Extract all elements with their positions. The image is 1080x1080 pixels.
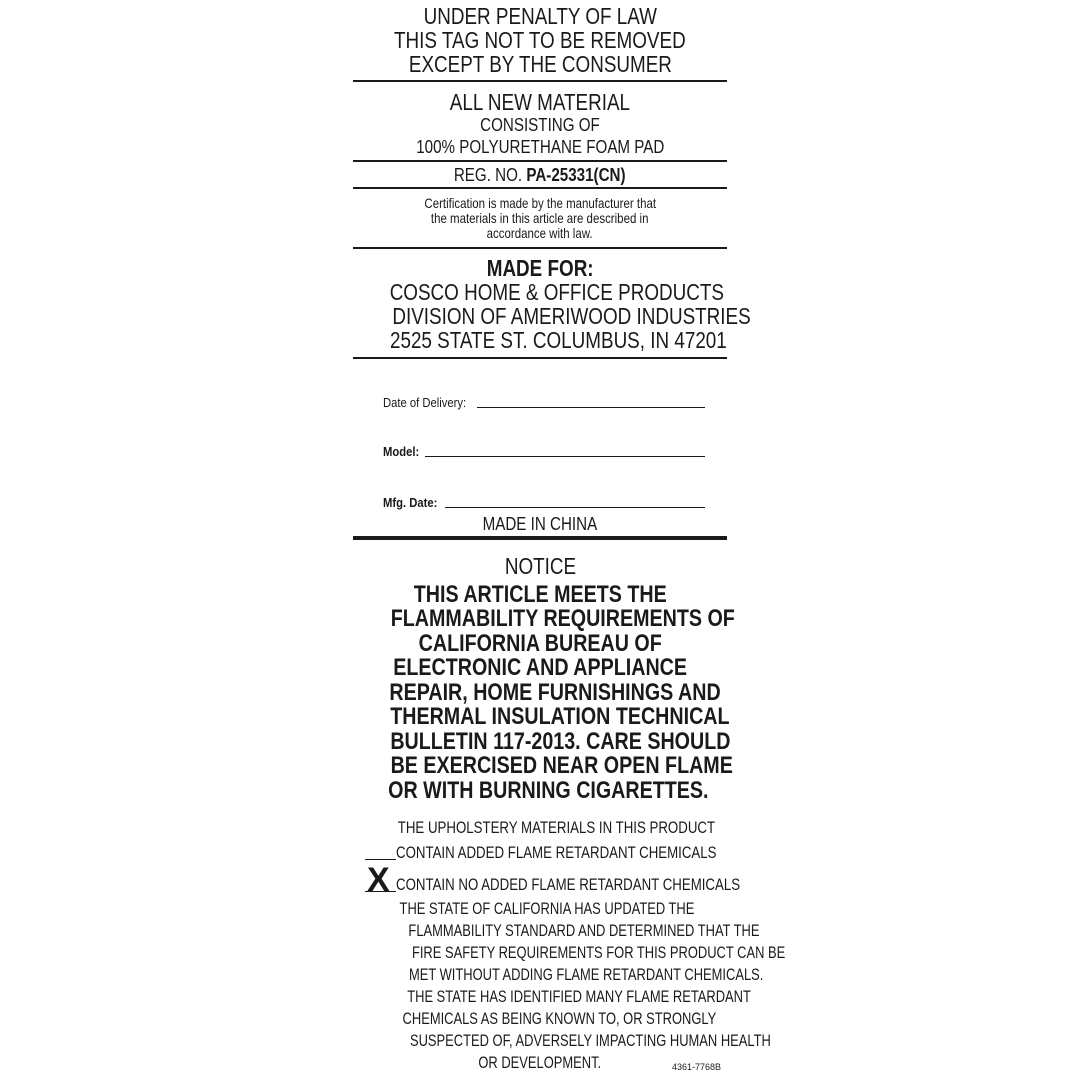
notice-line: THIS ARTICLE MEETS THE	[413, 581, 667, 608]
header-line: UNDER PENALTY OF LAW	[423, 3, 657, 29]
notice-line: BE EXERCISED NEAR OPEN FLAME	[390, 752, 733, 779]
form-code: 4361-7768B	[671, 1062, 721, 1072]
mfg-date-line[interactable]	[445, 507, 705, 508]
delivery-date-line[interactable]	[477, 407, 705, 408]
delivery-date-field[interactable]	[383, 390, 705, 410]
disclosure-line: FIRE SAFETY REQUIREMENTS FOR THIS PRODUCT CAN BE	[411, 943, 786, 962]
notice-line: BULLETIN 117-2013. CARE SHOULD	[390, 728, 731, 755]
divider	[353, 160, 727, 162]
country-of-origin: MADE IN CHINA	[482, 513, 598, 534]
notice-title: NOTICE	[504, 553, 576, 579]
thick-divider	[353, 536, 727, 540]
divider	[353, 80, 727, 82]
option-no-added-chemicals[interactable]	[365, 861, 837, 899]
notice-line: ELECTRONIC AND APPLIANCE	[393, 654, 687, 681]
notice-line: THERMAL INSULATION TECHNICAL	[390, 703, 730, 730]
disclosure-line: FLAMMABILITY STANDARD AND DETERMINED THAT THE	[408, 921, 760, 940]
certification-line: the materials in this article are described in	[431, 210, 649, 226]
model-line[interactable]	[425, 456, 705, 457]
disclosure-line: OR DEVELOPMENT.	[478, 1053, 602, 1072]
notice-line: REPAIR, HOME FURNISHINGS AND	[389, 679, 721, 706]
notice-line: FLAMMABILITY REQUIREMENTS OF	[390, 605, 735, 632]
header-line: THIS TAG NOT TO BE REMOVED	[394, 27, 686, 53]
made-for-line: DIVISION OF AMERIWOOD INDUSTRIES	[392, 303, 751, 329]
made-for-line: 2525 STATE ST. COLUMBUS, IN 47201	[389, 327, 727, 353]
law-tag	[353, 0, 786, 1080]
model-label: Model:	[383, 445, 420, 459]
option-added-label: CONTAIN ADDED FLAME RETARDANT CHEMICALS	[396, 843, 717, 862]
disclosure-line: THE STATE HAS IDENTIFIED MANY FLAME RETARDANT	[407, 987, 751, 1006]
material-line: CONSISTING OF	[480, 114, 600, 135]
certification-line: Certification is made by the manufacturer that	[424, 195, 656, 211]
mfg-date-label: Mfg. Date:	[383, 496, 438, 510]
registration-number: REG. NO. PA-25331(CN)	[454, 164, 626, 185]
divider	[353, 357, 727, 359]
upholstery-intro: THE UPHOLSTERY MATERIALS IN THIS PRODUCT	[397, 818, 716, 837]
header-line: EXCEPT BY THE CONSUMER	[408, 51, 672, 77]
notice-line: OR WITH BURNING CIGARETTES.	[388, 777, 709, 804]
certification-line: accordance with law.	[487, 225, 593, 241]
material-heading: ALL NEW MATERIAL	[449, 89, 631, 115]
material-line: 100% POLYURETHANE FOAM PAD	[415, 136, 665, 157]
option-added-chemicals[interactable]	[365, 842, 807, 864]
made-for-title: MADE FOR:	[486, 255, 594, 281]
disclosure-line: SUSPECTED OF, ADVERSELY IMPACTING HUMAN HEALTH	[409, 1031, 771, 1050]
divider	[353, 187, 727, 189]
x-check-mark: X	[367, 861, 390, 899]
option-no-added-label: CONTAIN NO ADDED FLAME RETARDANT CHEMICALS	[396, 875, 741, 894]
delivery-date-label: Date of Delivery:	[383, 396, 467, 410]
divider	[353, 247, 727, 249]
disclosure-line: THE STATE OF CALIFORNIA HAS UPDATED THE	[399, 899, 695, 918]
disclosure-line: MET WITHOUT ADDING FLAME RETARDANT CHEMICALS.	[408, 965, 764, 984]
mfg-date-field[interactable]	[383, 490, 705, 510]
checkbox-blank[interactable]	[365, 834, 396, 860]
disclosure-line: CHEMICALS AS BEING KNOWN TO, OR STRONGLY	[402, 1009, 717, 1028]
notice-line: CALIFORNIA BUREAU OF	[418, 630, 662, 657]
checkbox-checked[interactable]	[365, 861, 396, 899]
model-field[interactable]	[383, 439, 705, 459]
made-for-line: COSCO HOME & OFFICE PRODUCTS	[389, 279, 724, 305]
